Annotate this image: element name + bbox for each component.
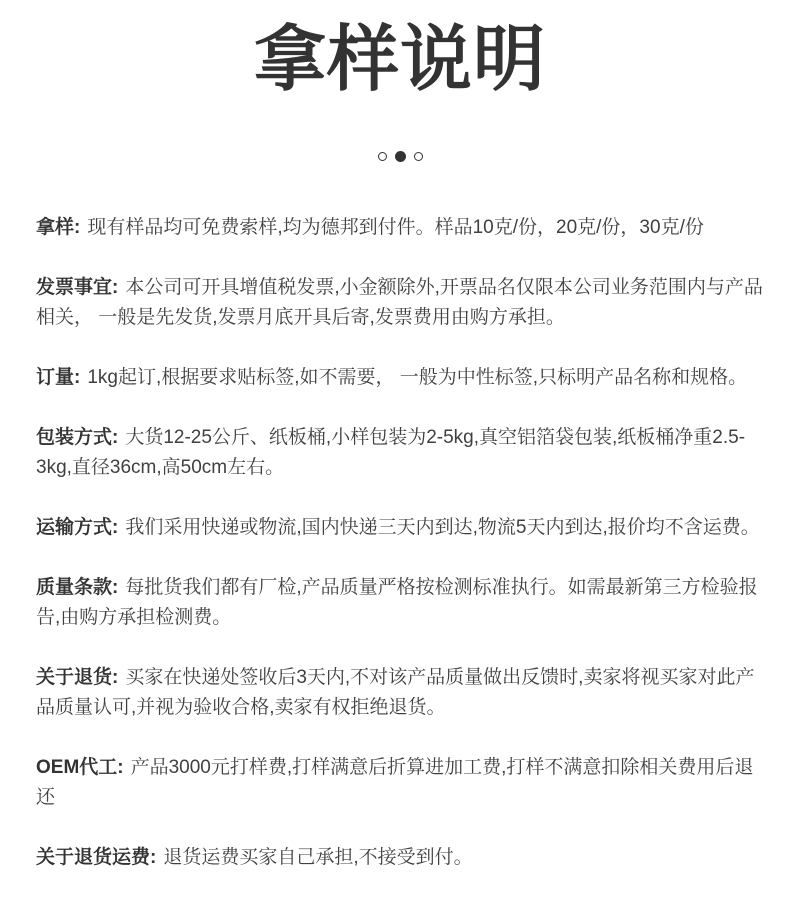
info-label: 发票事宜:: [36, 277, 119, 298]
info-paragraph: [36, 423, 764, 483]
info-text: 我们采用快递或物流,国内快递三天内到达,物流5天内到达,报价均不含运费。: [125, 517, 760, 538]
info-paragraph: [36, 843, 764, 873]
info-label: 包装方式:: [36, 427, 119, 448]
info-paragraph: [36, 753, 764, 813]
info-label: OEM代工:: [36, 757, 124, 778]
info-paragraph: [36, 273, 764, 333]
info-paragraph: [36, 513, 764, 543]
page-title: 拿样说明: [253, 20, 546, 100]
info-paragraph: [36, 663, 764, 723]
info-label: 拿样:: [36, 217, 81, 238]
info-label: 质量条款:: [36, 577, 119, 598]
info-text: 产品3000元打样费,打样满意后折算进加工费,打样不满意扣除相关费用后退还: [36, 757, 754, 808]
info-text: 1kg起订,根据要求贴标签,如不需要， 一般为中性标签,只标明产品名称和规格。: [87, 367, 748, 388]
carousel-indicator: [0, 150, 800, 162]
info-label: 关于退货:: [36, 667, 119, 688]
info-label: 订量:: [36, 367, 81, 388]
info-label: 运输方式:: [36, 517, 119, 538]
info-paragraph: [36, 213, 764, 243]
info-text: 退货运费买家自己承担,不接受到付。: [163, 847, 473, 868]
sections-container: [0, 213, 800, 873]
info-text: 每批货我们都有厂检,产品质量严格按检测标准执行。如需最新第三方检验报告,由购方承担检测费。: [36, 577, 758, 628]
carousel-dot[interactable]: [378, 152, 387, 161]
info-label: 关于退货运费:: [36, 847, 157, 868]
info-paragraph: [36, 573, 764, 633]
info-text: 大货12-25公斤、纸板桶,小样包装为2-5kg,真空铝箔袋包装,纸板桶净重2.5-3kg,直径36cm,高50cm左右。: [36, 427, 746, 478]
carousel-dot[interactable]: [395, 151, 406, 162]
info-paragraph: [36, 363, 764, 393]
info-text: 本公司可开具增值税发票,小金额除外,开票品名仅限本公司业务范围内与产品相关， 一般是先发货,发票月底开具后寄,发票费用由购方承担。: [36, 277, 763, 328]
info-text: 买家在快递处签收后3天内,不对该产品质量做出反馈时,卖家将视买家对此产品质量认可,并视为验收合格,卖家有权拒绝退货。: [36, 667, 755, 718]
carousel-dot[interactable]: [414, 152, 423, 161]
info-text: 现有样品均可免费索样,均为德邦到付件。样品10克/份，20克/份，30克/份: [87, 217, 704, 238]
